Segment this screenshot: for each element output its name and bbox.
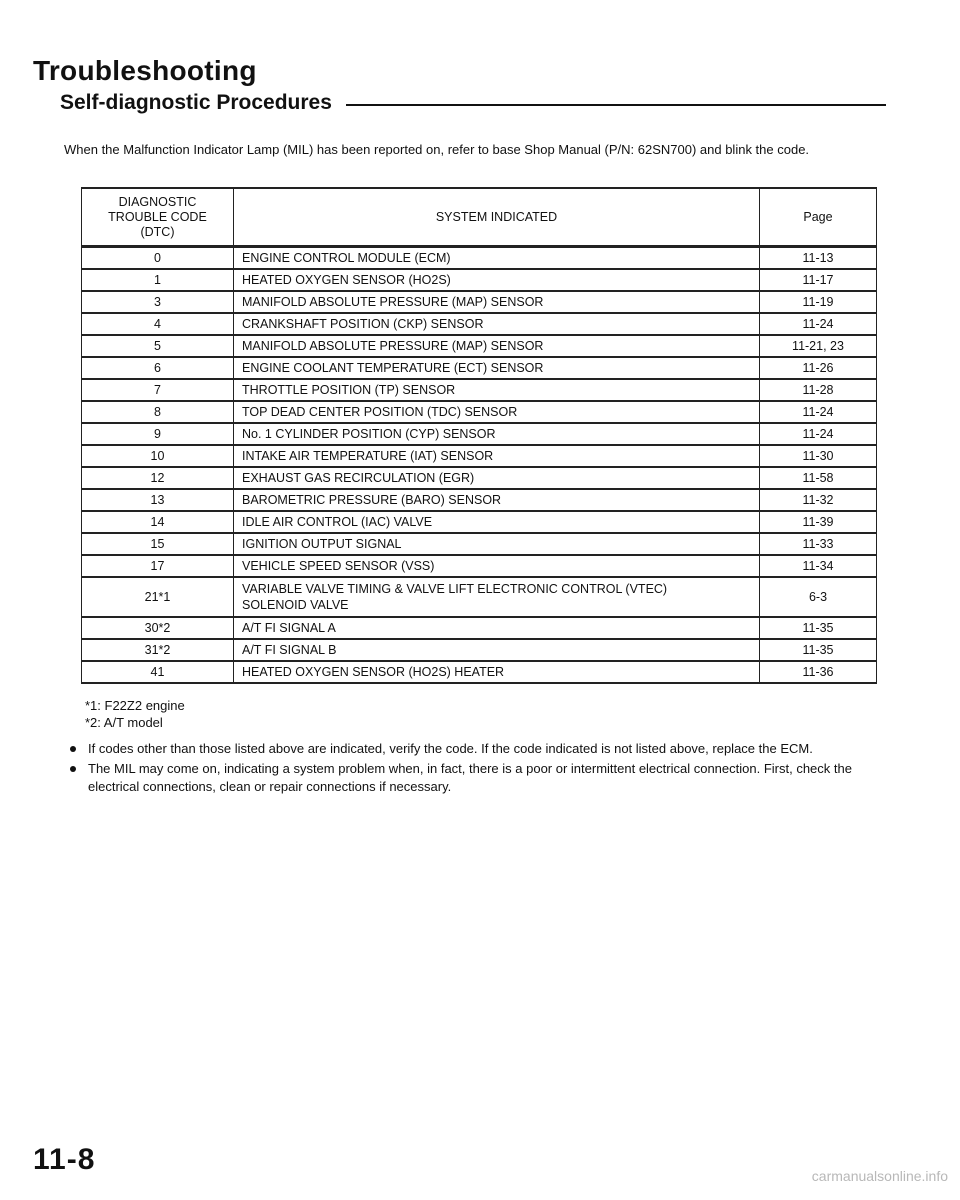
page-ref: 11-30 — [760, 445, 877, 467]
dtc-code: 30*2 — [82, 617, 234, 639]
system-indicated: MANIFOLD ABSOLUTE PRESSURE (MAP) SENSOR — [242, 295, 544, 309]
system-indicated: ENGINE COOLANT TEMPERATURE (ECT) SENSOR — [242, 361, 544, 375]
intro-paragraph: When the Malfunction Indicator Lamp (MIL) has been reported on, refer to base Shop Manual (P/N: 62SN700) and blink the code. — [64, 142, 810, 157]
system-indicated: IDLE AIR CONTROL (IAC) VALVE — [242, 515, 433, 529]
dtc-table — [81, 187, 877, 684]
table-row — [82, 639, 877, 661]
dtc-code: 41 — [82, 661, 234, 683]
system-indicated-line2: SOLENOID VALVE — [242, 598, 349, 612]
system-cell — [234, 555, 760, 577]
system-indicated: CRANKSHAFT POSITION (CKP) SENSOR — [242, 317, 484, 331]
system-cell — [234, 489, 760, 511]
table-row — [82, 335, 877, 357]
table-row — [82, 313, 877, 335]
note-item — [68, 740, 888, 758]
table-row — [82, 445, 877, 467]
system-indicated: MANIFOLD ABSOLUTE PRESSURE (MAP) SENSOR — [242, 339, 544, 353]
system-indicated: VARIABLE VALVE TIMING & VALVE LIFT ELECTRONIC CONTROL (VTEC) — [242, 582, 668, 596]
system-indicated: HEATED OXYGEN SENSOR (HO2S) — [242, 273, 451, 287]
system-indicated: IGNITION OUTPUT SIGNAL — [242, 537, 402, 551]
header-page: Page — [760, 188, 877, 247]
table-row — [82, 379, 877, 401]
table-row — [82, 291, 877, 313]
header-dtc: DIAGNOSTIC TROUBLE CODE (DTC) — [82, 188, 234, 247]
dtc-code: 6 — [82, 357, 234, 379]
system-cell — [234, 533, 760, 555]
system-cell — [234, 467, 760, 489]
section-title: Self-diagnostic Procedures — [60, 91, 332, 114]
page-ref: 6-3 — [760, 577, 877, 617]
table-row — [82, 247, 877, 270]
dtc-code: 15 — [82, 533, 234, 555]
table-row — [82, 401, 877, 423]
system-indicated: VEHICLE SPEED SENSOR (VSS) — [242, 559, 435, 573]
page-title: Troubleshooting — [33, 55, 257, 86]
dtc-code: 5 — [82, 335, 234, 357]
system-cell — [234, 639, 760, 661]
system-cell — [234, 617, 760, 639]
page-ref: 11-32 — [760, 489, 877, 511]
system-indicated: No. 1 CYLINDER POSITION (CYP) SENSOR — [242, 427, 496, 441]
dtc-code: 13 — [82, 489, 234, 511]
system-indicated: INTAKE AIR TEMPERATURE (IAT) SENSOR — [242, 449, 494, 463]
dtc-code: 17 — [82, 555, 234, 577]
page-ref: 11-17 — [760, 269, 877, 291]
page-ref: 11-28 — [760, 379, 877, 401]
page-ref: 11-33 — [760, 533, 877, 555]
table-row — [82, 357, 877, 379]
footnote-2: *2: A/T model — [85, 715, 163, 730]
page-ref: 11-39 — [760, 511, 877, 533]
system-cell — [234, 247, 760, 270]
dtc-code: 4 — [82, 313, 234, 335]
dtc-code: 8 — [82, 401, 234, 423]
system-indicated: BAROMETRIC PRESSURE (BARO) SENSOR — [242, 493, 502, 507]
page-ref: 11-34 — [760, 555, 877, 577]
page-ref: 11-21, 23 — [760, 335, 877, 357]
note-text: The MIL may come on, indicating a system problem when, in fact, there is a poor or intermittent electrical connection. First, check the electrical connections, clean or repair connections if necessary. — [88, 761, 852, 794]
section-heading — [60, 88, 886, 118]
system-cell — [234, 445, 760, 467]
dtc-code: 31*2 — [82, 639, 234, 661]
dtc-code: 3 — [82, 291, 234, 313]
page-ref: 11-36 — [760, 661, 877, 683]
system-cell — [234, 357, 760, 379]
page-ref: 11-19 — [760, 291, 877, 313]
system-cell — [234, 335, 760, 357]
system-indicated: HEATED OXYGEN SENSOR (HO2S) HEATER — [242, 665, 505, 679]
table-row — [82, 555, 877, 577]
system-cell — [234, 269, 760, 291]
bullet-icon — [70, 766, 76, 772]
dtc-code: 10 — [82, 445, 234, 467]
system-cell — [234, 423, 760, 445]
table-row — [82, 617, 877, 639]
system-indicated: A/T FI SIGNAL A — [242, 621, 336, 635]
system-indicated: EXHAUST GAS RECIRCULATION (EGR) — [242, 471, 475, 485]
footnotes — [85, 697, 185, 731]
footnote-1: *1: F22Z2 engine — [85, 698, 185, 713]
system-indicated: ENGINE CONTROL MODULE (ECM) — [242, 251, 451, 265]
system-cell — [234, 379, 760, 401]
system-cell — [234, 313, 760, 335]
system-indicated: A/T FI SIGNAL B — [242, 643, 337, 657]
dtc-code: 12 — [82, 467, 234, 489]
dtc-code: 14 — [82, 511, 234, 533]
header-system: SYSTEM INDICATED — [234, 188, 760, 247]
system-cell — [234, 291, 760, 313]
dtc-code: 9 — [82, 423, 234, 445]
table-row — [82, 577, 877, 617]
system-cell — [234, 511, 760, 533]
table-row — [82, 269, 877, 291]
watermark: carmanualsonline.info — [811, 1168, 948, 1184]
page-ref: 11-24 — [760, 423, 877, 445]
system-cell — [234, 577, 760, 617]
dtc-code: 21*1 — [82, 577, 234, 617]
note-text: If codes other than those listed above are indicated, verify the code. If the code indicated is not listed above, replace the ECM. — [88, 741, 813, 756]
bullet-icon — [70, 746, 76, 752]
dtc-code: 0 — [82, 247, 234, 270]
table-row — [82, 467, 877, 489]
page-ref: 11-13 — [760, 247, 877, 270]
system-cell — [234, 661, 760, 683]
heading-rule — [346, 104, 886, 106]
page-ref: 11-24 — [760, 313, 877, 335]
table-row — [82, 533, 877, 555]
page-ref: 11-58 — [760, 467, 877, 489]
dtc-code: 7 — [82, 379, 234, 401]
table-header-row — [82, 188, 877, 247]
system-cell — [234, 401, 760, 423]
notes-list — [68, 740, 888, 798]
system-indicated: THROTTLE POSITION (TP) SENSOR — [242, 383, 456, 397]
dtc-table-body — [82, 247, 877, 684]
page-ref: 11-26 — [760, 357, 877, 379]
note-item — [68, 760, 888, 796]
table-row — [82, 489, 877, 511]
table-row — [82, 661, 877, 683]
table-row — [82, 511, 877, 533]
table-row — [82, 423, 877, 445]
page-ref: 11-24 — [760, 401, 877, 423]
page-number: 11-8 — [33, 1143, 96, 1176]
system-indicated: TOP DEAD CENTER POSITION (TDC) SENSOR — [242, 405, 518, 419]
page-ref: 11-35 — [760, 617, 877, 639]
dtc-code: 1 — [82, 269, 234, 291]
page-ref: 11-35 — [760, 639, 877, 661]
